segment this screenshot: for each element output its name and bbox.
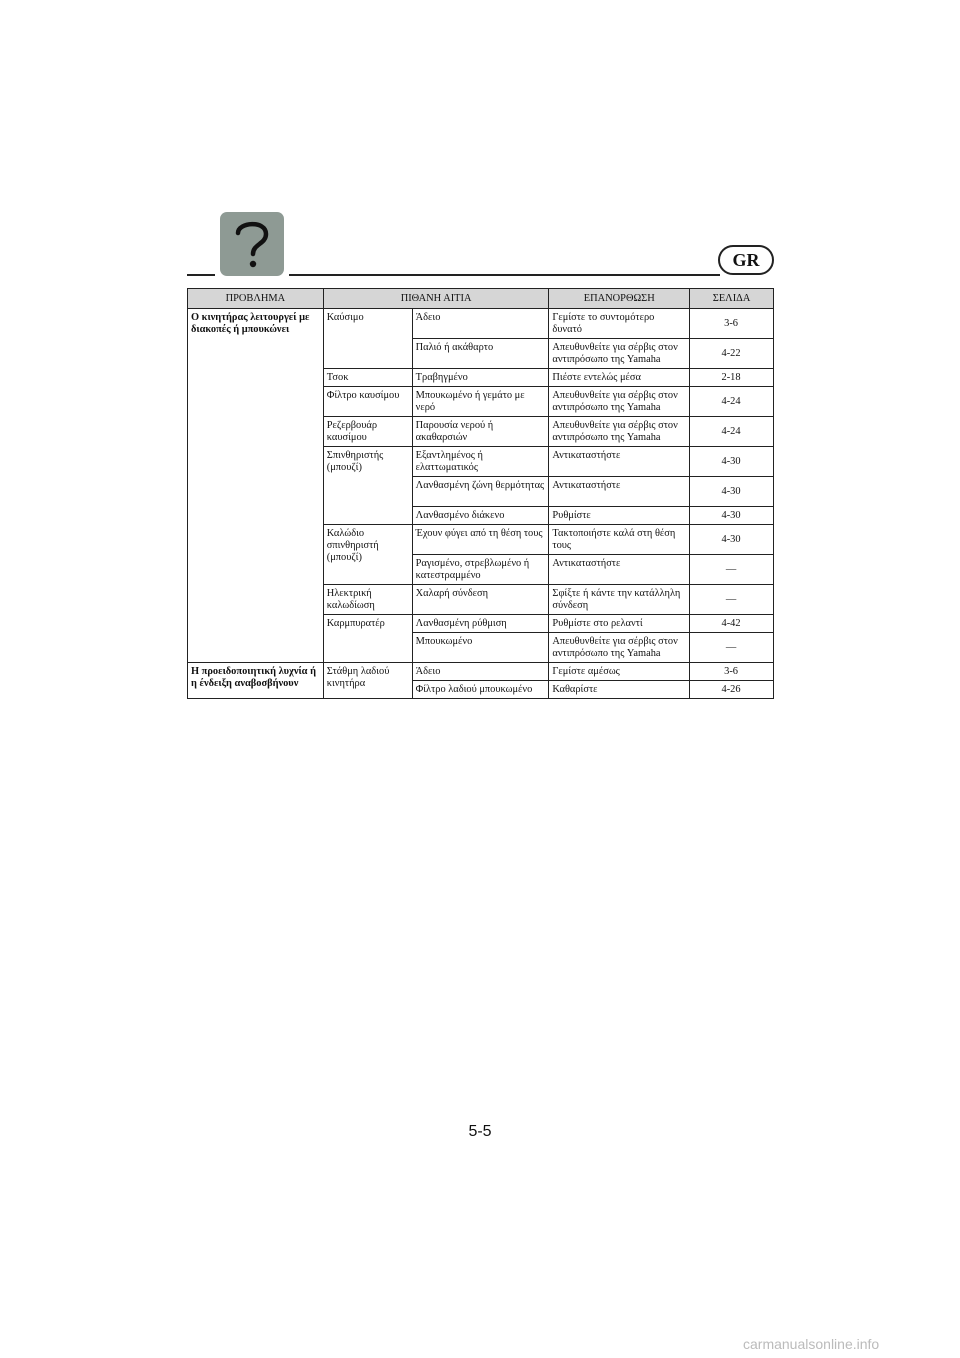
page-cell: 4-24 (690, 417, 774, 447)
detail-cell: Έχουν φύγει από τη θέση τους (412, 525, 549, 555)
page-cell: 4-26 (690, 681, 774, 699)
cause-cell: Φίλτρο καυσίμου (323, 387, 412, 417)
page-cell: — (690, 555, 774, 585)
remedy-cell: Τακτοποιήστε καλά στη θέση τους (549, 525, 690, 555)
page-cell: 4-42 (690, 615, 774, 633)
cause-cell: Ηλεκτρική καλωδίωση (323, 585, 412, 615)
remedy-cell: Ρυθμίστε στο ρελαντί (549, 615, 690, 633)
question-mark-icon (220, 212, 284, 276)
remedy-cell: Απευθυνθείτε για σέρβις στον αντιπρόσωπο της Yamaha (549, 417, 690, 447)
detail-cell: Χαλαρή σύνδεση (412, 585, 549, 615)
cause-cell: Ρεζερβουάρ καυσίμου (323, 417, 412, 447)
page-cell: — (690, 585, 774, 615)
detail-cell: Λανθασμένη ρύθμιση (412, 615, 549, 633)
remedy-cell: Αντικαταστήστε (549, 555, 690, 585)
detail-cell: Λανθασμένη ζώνη θερμότητας (412, 477, 549, 507)
watermark-text: carmanualsonline.info (743, 1336, 880, 1352)
detail-cell: Ραγισμένο, στρεβλωμένο ή κατεστραμμένο (412, 555, 549, 585)
remedy-cell: Απευθυνθείτε για σέρβις στον αντιπρόσωπο της Yamaha (549, 387, 690, 417)
language-badge: GR (718, 245, 774, 275)
table-row (188, 309, 774, 339)
header-rule-right (289, 274, 720, 276)
troubleshooting-table (187, 288, 774, 699)
header-problem: ΠΡΟΒΛΗΜΑ (188, 289, 324, 309)
page-cell: 4-30 (690, 507, 774, 525)
remedy-cell: Σφίξτε ή κάντε την κατάλληλη σύνδεση (549, 585, 690, 615)
page-cell: 4-30 (690, 525, 774, 555)
page-cell: 3-6 (690, 309, 774, 339)
detail-cell: Εξαντλημένος ή ελαττωματικός (412, 447, 549, 477)
detail-cell: Άδειο (412, 309, 549, 339)
detail-cell: Μπουκωμένο (412, 633, 549, 663)
remedy-cell: Ρυθμίστε (549, 507, 690, 525)
header-rule-left (187, 274, 215, 276)
question-mark-glyph (230, 218, 274, 270)
remedy-cell: Γεμίστε αμέσως (549, 663, 690, 681)
cause-cell: Καρμπυρατέρ (323, 615, 412, 663)
page-cell: 4-22 (690, 339, 774, 369)
cause-cell: Τσοκ (323, 369, 412, 387)
remedy-cell: Αντικαταστήστε (549, 447, 690, 477)
remedy-cell: Καθαρίστε (549, 681, 690, 699)
cause-cell: Καύσιμο (323, 309, 412, 369)
page-number: 5-5 (468, 1123, 492, 1140)
remedy-cell: Απευθυνθείτε για σέρβις στον αντιπρόσωπο της Yamaha (549, 633, 690, 663)
remedy-cell: Γεμίστε το συντομότερο δυνατό (549, 309, 690, 339)
cause-cell: Στάθμη λαδιού κινητήρα (323, 663, 412, 699)
cause-cell: Καλώδιο σπινθηριστή (μπουζί) (323, 525, 412, 585)
detail-cell: Λανθασμένο διάκενο (412, 507, 549, 525)
table-row (188, 663, 774, 681)
detail-cell: Φίλτρο λαδιού μπουκωμένο (412, 681, 549, 699)
problem-cell: Ο κινητήρας λειτουργεί με διακοπές ή μπουκώνει (188, 309, 324, 663)
detail-cell: Άδειο (412, 663, 549, 681)
remedy-cell: Αντικαταστήστε (549, 477, 690, 507)
problem-cell: Η προειδοποιητική λυχνία ή η ένδειξη αναβοσβήνουν (188, 663, 324, 699)
cause-cell: Σπινθηριστής (μπουζί) (323, 447, 412, 525)
table-header-row (188, 289, 774, 309)
remedy-cell: Πιέστε εντελώς μέσα (549, 369, 690, 387)
header-remedy: ΕΠΑΝΟΡΘΩΣΗ (549, 289, 690, 309)
page-cell: 2-18 (690, 369, 774, 387)
page-cell: 4-30 (690, 477, 774, 507)
page-cell: 4-24 (690, 387, 774, 417)
page-cell: — (690, 633, 774, 663)
page-cell: 3-6 (690, 663, 774, 681)
header-page: ΣΕΛΙΔΑ (690, 289, 774, 309)
detail-cell: Μπουκωμένο ή γεμάτο με νερό (412, 387, 549, 417)
detail-cell: Τραβηγμένο (412, 369, 549, 387)
page-cell: 4-30 (690, 447, 774, 477)
header-cause: ΠΙΘΑΝΗ ΑΙΤΙΑ (323, 289, 549, 309)
detail-cell: Παλιό ή ακάθαρτο (412, 339, 549, 369)
remedy-cell: Απευθυνθείτε για σέρβις στον αντιπρόσωπο της Yamaha (549, 339, 690, 369)
detail-cell: Παρουσία νερού ή ακαθαρσιών (412, 417, 549, 447)
